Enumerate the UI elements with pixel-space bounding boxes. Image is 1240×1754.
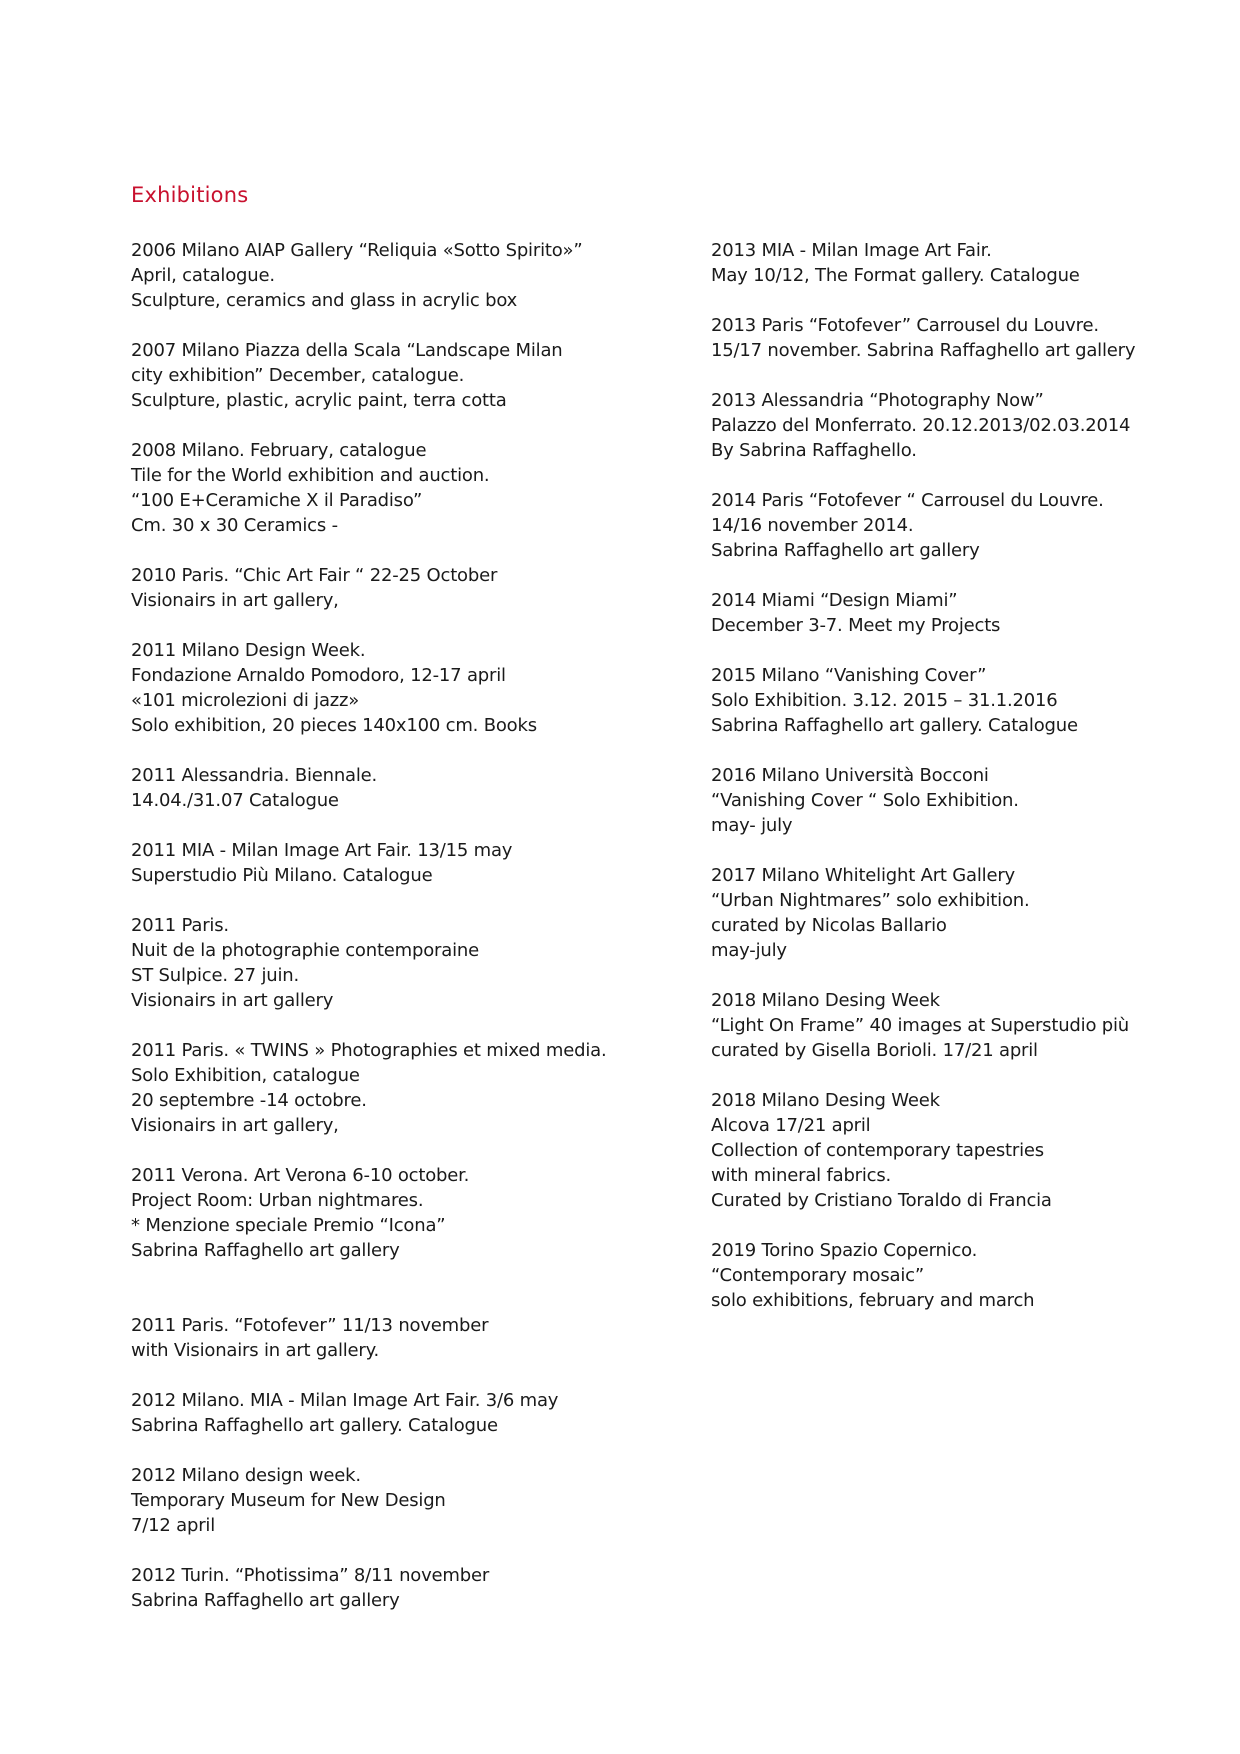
exhibition-entry-line: 2018 Milano Desing Week [711,1090,940,1111]
entry-spacer [131,1013,631,1038]
entry-spacer [711,838,1231,863]
exhibition-entry [711,863,1231,963]
entry-spacer [131,1138,631,1163]
left-exhibition-column [131,238,631,1613]
exhibition-entry [131,763,631,813]
exhibition-entry-line: Visionairs in art gallery, [131,590,339,611]
exhibition-entry [711,1238,1231,1313]
exhibition-entry-line: 2014 Miami “Design Miami” [711,590,958,611]
exhibition-entry [131,238,631,313]
entry-spacer [711,563,1231,588]
exhibition-entry-line: 2012 Milano. MIA - Milan Image Art Fair. 3/6 may [131,1390,559,1411]
exhibition-entry [711,763,1231,838]
exhibition-entry [131,1563,631,1613]
exhibition-entry [131,1163,631,1263]
exhibition-entry [131,563,631,613]
exhibition-entry-line: April, catalogue. [131,265,275,286]
exhibition-entry-line: curated by Nicolas Ballario [711,915,947,936]
entry-spacer [131,888,631,913]
entry-spacer [131,1538,631,1563]
exhibition-entry-line: “100 E+Ceramiche X il Paradiso” [131,490,423,511]
exhibition-entry-line: 2011 Verona. Art Verona 6-10 october. [131,1165,470,1186]
exhibition-entry-line: Sabrina Raffaghello art gallery [711,540,980,561]
exhibition-entry-line: 2014 Paris “Fotofever “ Carrousel du Louvre. [711,490,1104,511]
exhibition-entry-line: Fondazione Arnaldo Pomodoro, 12-17 april [131,665,506,686]
exhibition-entry-line: 2012 Turin. “Photissima” 8/11 november [131,1565,490,1586]
entry-spacer [131,813,631,838]
exhibition-entry [711,313,1231,363]
exhibition-entry-line: solo exhibitions, february and march [711,1290,1035,1311]
exhibition-entry-line: Visionairs in art gallery [131,990,334,1011]
exhibition-entry-line: with mineral fabrics. [711,1165,892,1186]
exhibition-entry [711,488,1231,563]
exhibition-entry-line: city exhibition” December, catalogue. [131,365,465,386]
entry-spacer [131,738,631,763]
exhibition-entry-line: 2011 Paris. “Fotofever” 11/13 november [131,1315,489,1336]
exhibition-entry-line: 2016 Milano Università Bocconi [711,765,989,786]
exhibition-entry-line: 2010 Paris. “Chic Art Fair “ 22-25 October [131,565,498,586]
exhibition-entry [711,588,1231,638]
exhibition-entry [131,638,631,738]
exhibition-entry-line: By Sabrina Raffaghello. [711,440,917,461]
exhibition-entry-line: Solo exhibition, 20 pieces 140x100 cm. Books [131,715,537,736]
exhibition-entry-line: 2006 Milano AIAP Gallery “Reliquia «Sotto Spirito»” [131,240,583,261]
exhibition-entry-line: Cm. 30 x 30 Ceramics - [131,515,338,536]
entry-spacer [711,963,1231,988]
entry-spacer [711,363,1231,388]
exhibition-entry-line: «101 microlezioni di jazz» [131,690,360,711]
exhibition-entry-line: “Light On Frame” 40 images at Superstudio più [711,1015,1130,1036]
exhibition-entry [711,1088,1231,1213]
exhibition-entry [131,338,631,413]
exhibition-entry-line: 2011 Alessandria. Biennale. [131,765,378,786]
exhibition-entry-line: Sculpture, ceramics and glass in acrylic box [131,290,518,311]
exhibition-entry-line: Alcova 17/21 april [711,1115,871,1136]
entry-spacer [131,613,631,638]
exhibition-entry-line: may- july [711,815,793,836]
exhibition-entry-line: 2011 Paris. « TWINS » Photographies et mixed media. [131,1040,607,1061]
exhibition-entry-line: 2013 Paris “Fotofever” Carrousel du Louvre. [711,315,1099,336]
exhibition-entry-line: Project Room: Urban nightmares. [131,1190,424,1211]
exhibition-entry-line: “Vanishing Cover “ Solo Exhibition. [711,790,1019,811]
exhibition-entry-line: 2011 Paris. [131,915,229,936]
entry-spacer [131,313,631,338]
entry-spacer [131,1438,631,1463]
exhibition-entry-line: 2013 Alessandria “Photography Now” [711,390,1044,411]
exhibition-entry [131,1388,631,1438]
exhibition-entry [131,1313,631,1363]
entry-spacer [711,638,1231,663]
exhibition-entry-line: Temporary Museum for New Design [131,1490,446,1511]
exhibition-entry-line: 2013 MIA - Milan Image Art Fair. [711,240,992,261]
exhibition-entry-line: Solo Exhibition. 3.12. 2015 – 31.1.2016 [711,690,1058,711]
exhibition-entry [131,438,631,538]
exhibition-entry-line: Solo Exhibition, catalogue [131,1065,360,1086]
exhibition-entry [131,1463,631,1538]
exhibition-entry-line: 2019 Torino Spazio Copernico. [711,1240,978,1261]
entry-spacer [131,1363,631,1388]
exhibition-entry-line: Tile for the World exhibition and auction. [131,465,490,486]
exhibition-entry-line: Collection of contemporary tapestries [711,1140,1044,1161]
exhibition-entry-line: 2017 Milano Whitelight Art Gallery [711,865,1015,886]
entry-spacer [711,738,1231,763]
entry-spacer [711,288,1231,313]
exhibition-entry-line: Curated by Cristiano Toraldo di Francia [711,1190,1052,1211]
entry-spacer [711,463,1231,488]
exhibition-entry [131,1038,631,1138]
exhibition-entry-line: 2011 Milano Design Week. [131,640,366,661]
exhibition-entry-line: curated by Gisella Borioli. 17/21 april [711,1040,1038,1061]
exhibition-entry-line: “Contemporary mosaic” [711,1265,924,1286]
entry-spacer [131,538,631,563]
exhibition-entry-line: Sabrina Raffaghello art gallery [131,1240,400,1261]
exhibition-entry-line: 20 septembre -14 octobre. [131,1090,367,1111]
entry-spacer [131,1263,631,1313]
exhibition-entry-line: 15/17 november. Sabrina Raffaghello art gallery [711,340,1136,361]
entry-spacer [711,1063,1231,1088]
exhibition-entry-line: with Visionairs in art gallery. [131,1340,380,1361]
exhibition-entry-line: Palazzo del Monferrato. 20.12.2013/02.03.2014 [711,415,1131,436]
exhibition-entry [131,838,631,888]
exhibition-entry-line: 2018 Milano Desing Week [711,990,940,1011]
exhibition-entry-line: 2008 Milano. February, catalogue [131,440,427,461]
exhibition-entry-line: December 3-7. Meet my Projects [711,615,1001,636]
exhibition-entry [711,388,1231,463]
page-title: Exhibitions [131,183,249,207]
exhibition-entry [711,238,1231,288]
exhibition-entry-line: may-july [711,940,787,961]
exhibition-entry-line: * Menzione speciale Premio “Icona” [131,1215,446,1236]
right-exhibition-column [711,238,1231,1313]
entry-spacer [131,413,631,438]
exhibition-entry-line: Visionairs in art gallery, [131,1115,339,1136]
exhibition-entry-line: Sabrina Raffaghello art gallery. Catalogue [131,1415,498,1436]
exhibition-entry-line: Nuit de la photographie contemporaine [131,940,479,961]
exhibition-entry-line: May 10/12, The Format gallery. Catalogue [711,265,1080,286]
exhibition-entry [711,663,1231,738]
exhibition-entry [131,913,631,1013]
exhibition-entry [711,988,1231,1063]
exhibition-entry-line: “Urban Nightmares” solo exhibition. [711,890,1030,911]
exhibition-entry-line: ST Sulpice. 27 juin. [131,965,299,986]
exhibition-entry-line: 2007 Milano Piazza della Scala “Landscape Milan [131,340,563,361]
exhibition-entry-line: Superstudio Più Milano. Catalogue [131,865,433,886]
exhibition-entry-line: 7/12 april [131,1515,216,1536]
exhibition-entry-line: Sculpture, plastic, acrylic paint, terra cotta [131,390,507,411]
exhibition-entry-line: 2012 Milano design week. [131,1465,361,1486]
exhibition-entry-line: 14.04./31.07 Catalogue [131,790,339,811]
exhibition-entry-line: 14/16 november 2014. [711,515,914,536]
exhibition-entry-line: 2011 MIA - Milan Image Art Fair. 13/15 may [131,840,513,861]
entry-spacer [711,1213,1231,1238]
exhibition-entry-line: 2015 Milano “Vanishing Cover” [711,665,987,686]
exhibition-entry-line: Sabrina Raffaghello art gallery. Catalogue [711,715,1078,736]
exhibition-entry-line: Sabrina Raffaghello art gallery [131,1590,400,1611]
